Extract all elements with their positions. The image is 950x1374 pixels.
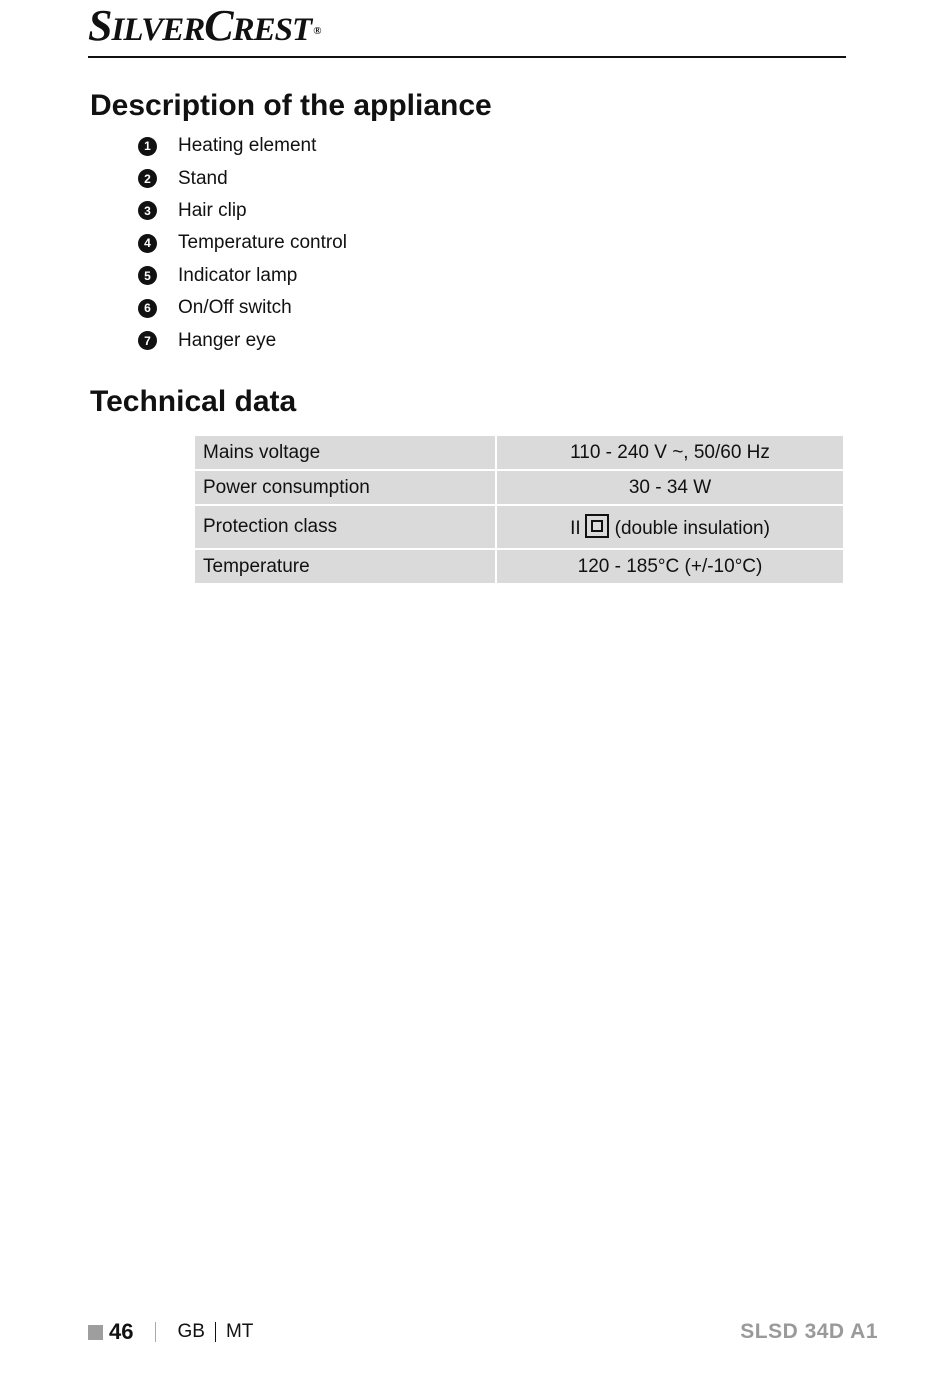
footer-left — [88, 1316, 253, 1348]
row-value: 30 - 34 W — [496, 470, 844, 505]
square-marker-icon — [88, 1325, 103, 1340]
list-item — [138, 292, 347, 324]
language-code: MT — [225, 1321, 254, 1342]
item-number-badge: 6 — [138, 299, 157, 318]
table-row — [194, 505, 844, 549]
logo-letter: C — [204, 1, 233, 50]
row-value: 120 - 185°C (+/-10°C) — [496, 549, 844, 584]
divider — [215, 1322, 216, 1342]
silvercrest-logo — [88, 1, 321, 50]
table-row — [194, 470, 844, 505]
divider — [155, 1322, 156, 1342]
item-label: Hair clip — [178, 199, 247, 221]
technical-title: Technical data — [90, 385, 297, 418]
page-number: 46 — [109, 1319, 134, 1344]
list-item — [138, 324, 347, 356]
list-item — [138, 195, 347, 227]
item-label: Hanger eye — [178, 329, 277, 351]
protection-class-note: (double insulation) — [614, 518, 770, 539]
protection-class-ii-icon — [585, 514, 609, 538]
row-value: 110 - 240 V ~, 50/60 Hz — [496, 435, 844, 470]
item-label: Temperature control — [178, 232, 347, 254]
row-label: Temperature — [194, 549, 496, 584]
item-number-badge: 2 — [138, 169, 157, 188]
logo-text: REST — [232, 12, 312, 48]
description-title: Description of the appliance — [90, 89, 492, 122]
row-label: Protection class — [194, 505, 496, 549]
row-value — [496, 505, 844, 549]
row-label: Power consumption — [194, 470, 496, 505]
item-label: Indicator lamp — [178, 264, 298, 286]
table-row — [194, 435, 844, 470]
technical-data-table — [193, 434, 845, 585]
list-item — [138, 227, 347, 259]
item-number-badge: 5 — [138, 266, 157, 285]
protection-class-text: II — [570, 518, 581, 539]
item-label: Stand — [178, 167, 228, 189]
model-number: SLSD 34D A1 — [740, 1320, 878, 1343]
item-number-badge: 4 — [138, 234, 157, 253]
registered-mark: ® — [313, 24, 321, 37]
list-item — [138, 162, 347, 194]
item-label: On/Off switch — [178, 297, 292, 319]
item-number-badge: 7 — [138, 331, 157, 350]
item-label: Heating element — [178, 135, 317, 157]
parts-list — [138, 130, 347, 357]
header-rule — [88, 56, 846, 58]
table-row — [194, 549, 844, 584]
logo-text: ILVER — [111, 12, 205, 48]
item-number-badge: 3 — [138, 201, 157, 220]
logo-letter: S — [88, 1, 112, 50]
list-item — [138, 260, 347, 292]
list-item — [138, 130, 347, 162]
row-label: Mains voltage — [194, 435, 496, 470]
item-number-badge: 1 — [138, 137, 157, 156]
language-code: GB — [177, 1321, 205, 1342]
